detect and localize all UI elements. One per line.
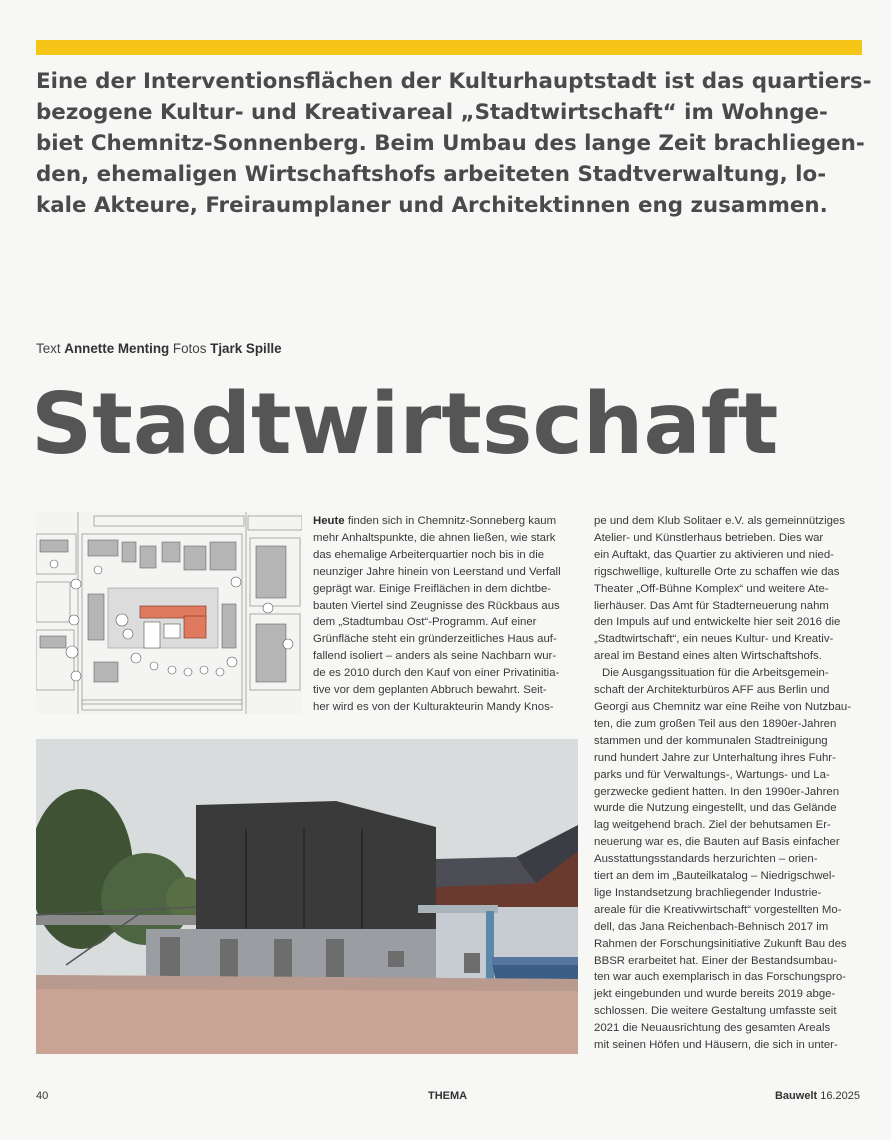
lead-line: kale Akteure, Freiraumplaner und Architektinnen eng zusammen.	[36, 193, 828, 218]
body-line: Die Ausgangssituation für die Arbeitsgemein-	[602, 667, 829, 680]
body-line: neuerung war es, die Bauten auf Basis einfacher	[594, 836, 840, 849]
body-line: tiert an dem im „Bauteilkatalog – Niedrigschwel-	[594, 870, 836, 883]
body-line: BBSR erarbeitet hat. Einer der Bestandsumbau-	[594, 954, 838, 967]
body-line: pe und dem Klub Solitaer e.V. als gemeinnütziges	[594, 515, 845, 527]
article-headline: Stadtwirtschaft	[31, 375, 779, 474]
lead-in-word: Heute	[313, 515, 345, 527]
body-line: parks und für Verwaltungs-, Wartungs- und La-	[594, 768, 830, 781]
body-line: rund hundert Jahre zur Unterhaltung ihres Fuhr-	[594, 751, 836, 764]
body-line: Ausstattungsstandards herzurichten – orien-	[594, 853, 818, 866]
body-line: Rahmen der Forschungsinitiative Zukunft Bau des	[594, 937, 847, 950]
body-line: rigschwellige, kulturelle Orte zu schaffen wie das	[594, 565, 840, 578]
page-number: 40	[36, 1090, 49, 1102]
body-line: tive vor dem geplanten Abbruch bewahrt. Seit-	[313, 684, 547, 697]
body-line: neunziger Jahre hinein von Leerstand und Verfall	[313, 565, 561, 578]
body-line: areal im Bestand eines alten Wirtschaftshofs.	[594, 650, 822, 663]
body-column-1	[313, 513, 583, 716]
body-line: geprägt war. Einige Freiflächen in dem dichtbe-	[313, 582, 552, 595]
credits	[36, 341, 282, 356]
body-line: areale für die Kreativwirtschaft“ vorgestellten Mo-	[594, 903, 842, 916]
site-plan-image	[36, 512, 302, 714]
lead-paragraph	[36, 66, 872, 221]
body-line: den Impuls auf und entwickelte hier seit 2016 die	[594, 616, 841, 629]
lead-line: bezogene Kultur- und Kreativareal „Stadtwirtschaft“ im Wohnge-	[36, 100, 828, 125]
body-line: Theater „Off-Bühne Komplex“ und weitere Ate-	[594, 582, 829, 595]
body-line: bauten Viertel sind Zeugnisse des Rückbaus aus	[313, 599, 560, 612]
body-line: gerzwecke gedient hatten. In den 1990er-Jahren	[594, 785, 840, 798]
body-line: dem „Stadtumbau Ost“-Programm. Auf einer	[313, 616, 537, 629]
lead-line: biet Chemnitz-Sonnenberg. Beim Umbau des lange Zeit brachliegen-	[36, 131, 865, 156]
body-line: ten, die zum großen Teil aus den 1890er-Jahren	[594, 717, 837, 730]
body-line: wurde die Nutzung eingestellt, und das Gelände	[594, 802, 837, 815]
body-line: mehr Anhaltspunkte, die ahnen ließen, wie stark	[313, 531, 556, 544]
text-label: Text	[36, 341, 61, 356]
body-line: schlossen. Die weitere Gestaltung umfasste seit	[594, 1005, 837, 1018]
building-photo-image	[36, 739, 578, 1054]
body-line: de es 2010 durch den Kauf von einer Privatinitia-	[313, 667, 560, 680]
body-line: lige Instandsetzung brachliegender Industrie-	[594, 886, 822, 899]
body-line: lag weitgehend brach. Ziel der behutsamen Er-	[594, 819, 831, 832]
body-line: lierhäuser. Das Amt für Stadterneuerung nahm	[594, 599, 829, 612]
body-line: stammen und der kommunalen Stadtreinigung	[594, 734, 828, 747]
lead-line: den, ehemaligen Wirtschaftshofs arbeiteten Stadtverwaltung, lo-	[36, 162, 827, 187]
photo-label: Fotos	[172, 341, 207, 356]
body-line: mit seinen Höfen und Häusern, die sich in unter-	[594, 1039, 838, 1052]
issue-number: 16.2025	[820, 1090, 860, 1102]
body-line: fallend isoliert – anders als seine Nachbarn wur-	[313, 650, 557, 663]
body-line	[313, 513, 583, 530]
body-line: Georgi aus Chemnitz war eine Reihe von Nutzbau-	[594, 700, 852, 713]
accent-bar	[36, 40, 862, 55]
photographer-name: Tjark Spille	[210, 341, 282, 356]
author-name: Annette Menting	[64, 341, 170, 356]
body-line: dell, das Jana Reichenbach-Behnisch 2017 im	[594, 920, 829, 933]
body-line: ein Auftakt, das Quartier zu aktivieren und nied-	[594, 548, 834, 561]
body-line: „Stadtwirtschaft“, ein neues Kultur- und Kreativ-	[594, 633, 834, 646]
body-line: Grünfläche steht ein gründerzeitliches Haus auf-	[313, 633, 557, 646]
body-line: her wird es von der Kulturakteurin Mandy Knos-	[313, 700, 554, 713]
lead-line: Eine der Interventionsflächen der Kulturhauptstadt ist das quartiers-	[36, 69, 872, 94]
magazine-issue	[775, 1090, 860, 1102]
body-column-2	[594, 513, 860, 1054]
body-line: schaft der Architekturbüros AFF aus Berlin und	[594, 684, 830, 697]
body-line: 2021 die Neuausrichtung des gesamten Areals	[594, 1022, 831, 1035]
body-line: Atelier- und Künstlerhaus betrieben. Dies war	[594, 531, 824, 544]
magazine-name: Bauwelt	[774, 1090, 818, 1102]
section-label: THEMA	[428, 1090, 468, 1102]
body-line: das ehemalige Arbeiterquartier noch bis in die	[313, 548, 545, 561]
body-line-text: finden sich in Chemnitz-Sonneberg kaum	[344, 515, 557, 527]
body-line: jekt eingebunden und wurde bereits 2019 abge-	[594, 988, 836, 1001]
body-line: ten war auch exemplarisch in das Forschungspro-	[594, 971, 846, 984]
